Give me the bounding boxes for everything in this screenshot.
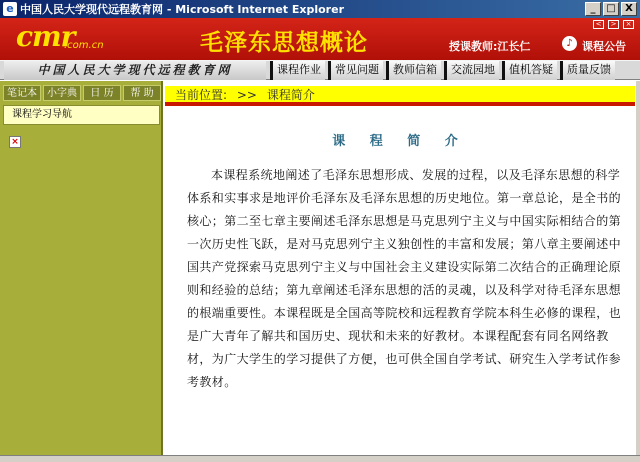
site-logo-domain: .com.cn [64, 40, 104, 51]
breadcrumb [165, 86, 635, 106]
window-title: 中国人民大学现代远程教育网 - Microsoft Internet Explorer [20, 3, 344, 16]
tab-notebook[interactable]: 笔记本 [3, 85, 41, 101]
breadcrumb-current: 课程简介 [266, 88, 315, 102]
broken-image-icon: × [9, 136, 21, 148]
university-name: 中国人民大学现代远程教育网 [4, 61, 266, 80]
site-logo[interactable]: cmr [16, 20, 75, 53]
tab-dictionary[interactable]: 小字典 [43, 85, 81, 101]
left-sidebar [0, 81, 163, 455]
header-banner [0, 18, 640, 60]
breadcrumb-prefix: 当前位置: [175, 88, 228, 102]
breadcrumb-separator: >> [236, 88, 257, 102]
close-icon[interactable]: × [623, 20, 634, 29]
tab-help[interactable]: 帮 助 [123, 85, 161, 101]
tab-calendar[interactable]: 日 历 [83, 85, 121, 101]
nav-item-teacher-mailbox[interactable]: 教师信箱 [386, 61, 441, 80]
nav-item-feedback[interactable]: 质量反馈 [560, 61, 615, 80]
vertical-scrollbar[interactable] [636, 81, 640, 455]
nav-item-faq[interactable]: 常见问题 [328, 61, 383, 80]
close-button[interactable]: X [621, 2, 637, 16]
nav-item-duty-qa[interactable]: 值机答疑 [502, 61, 557, 80]
main-nav [270, 61, 618, 80]
back-icon[interactable]: < [593, 20, 604, 29]
course-navigation-header[interactable]: 课程学习导航 [3, 105, 160, 125]
navigation-strip [0, 60, 640, 80]
speaker-icon[interactable]: ♪ [562, 36, 577, 51]
window-controls [585, 2, 637, 16]
status-bar [0, 455, 640, 462]
course-announcement-link[interactable]: 课程公告 [582, 40, 626, 53]
minimize-button[interactable]: _ [585, 2, 601, 16]
sidebar-tabs [3, 85, 161, 101]
internet-explorer-icon: e [3, 2, 17, 16]
course-title: 毛泽东思想概论 [200, 30, 368, 56]
maximize-button[interactable]: □ [603, 2, 619, 16]
nav-item-homework[interactable]: 课程作业 [270, 61, 325, 80]
nav-item-forum[interactable]: 交流园地 [444, 61, 499, 80]
teacher-info: 授课教师:江长仁 [449, 40, 531, 53]
main-content [165, 110, 635, 455]
window-title-bar [0, 0, 640, 18]
forward-icon[interactable]: > [608, 20, 619, 29]
header-mini-controls [593, 20, 634, 29]
course-introduction-text: 本课程系统地阐述了毛泽东思想形成、发展的过程，以及毛泽东思想的科学体系和实事求是地评价毛泽东及毛泽东思想的历史地位。第一章总论，是全书的核心；第二至七章主要阐述毛泽东思想是马克思列宁主义与中国实际相结合的第一次历史性飞跃，是对马克思列宁主义独创性的丰富和发展；第八章主要阐述中国共产党探索马克思列宁主义与中国社会主义建设实际第二次结合的正确理论原则和经验的总结；第九章阐述毛泽东思想的活的灵魂，以及科学对待毛泽东思想的根端重要性。本课程既是全国高等院校和远程教育学院本科生必修的课程，也是广大青年了解共和国历史、现状和未来的好教材。本课程配套有同名网络教材，为广大学生的学习提供了方便，也可供全国自学考试、研究生入学考试作参考教材。 [187, 168, 622, 389]
page-title: 课 程 简 介 [332, 134, 468, 149]
